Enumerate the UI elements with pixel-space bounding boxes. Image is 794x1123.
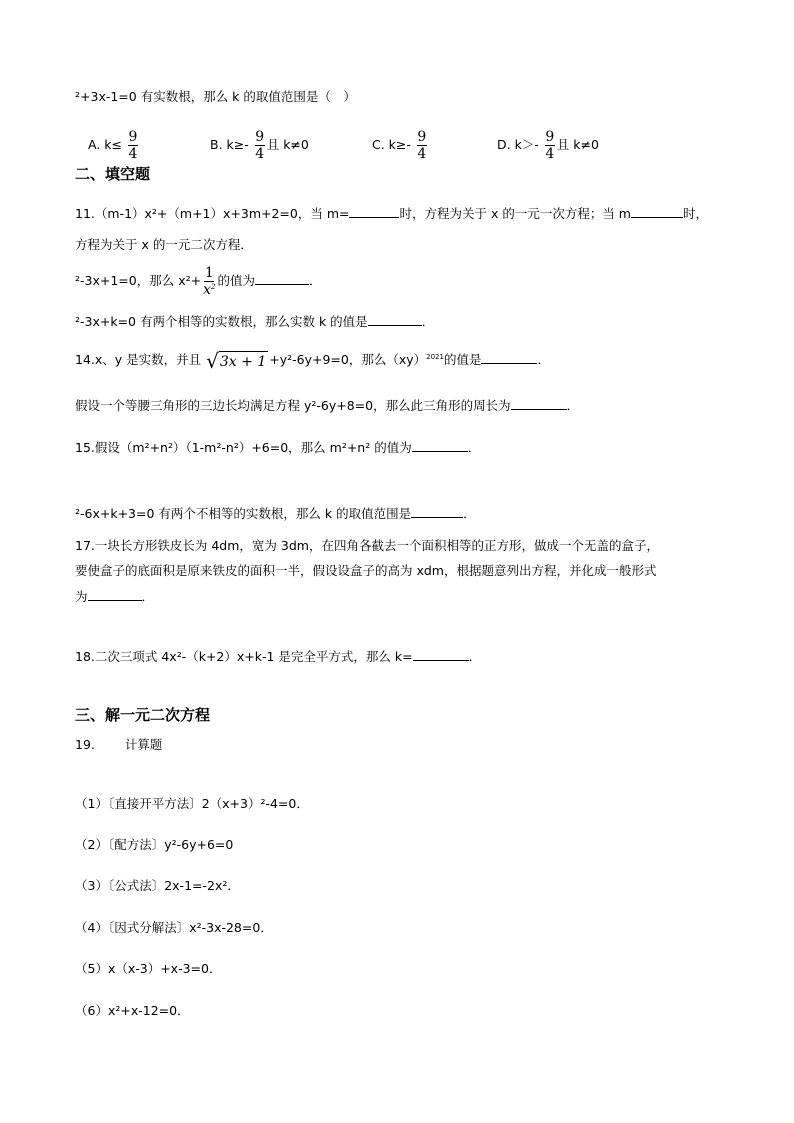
q17-line3: 为 ． (75, 589, 155, 604)
answer-blank[interactable] (413, 648, 469, 661)
q18: 18.二次三项式 4x²-（k+2）x+k-1 是完全平方式，那么 k= ． (75, 649, 482, 664)
answer-blank[interactable] (631, 205, 683, 218)
fraction: $\frac{1}{x^2}$ (203, 265, 216, 298)
fraction: $\frac{9}{4}$ (255, 129, 265, 162)
q19-item-6: （6）x²+x-12=0． (75, 1003, 190, 1018)
q19-item-3: （3）〔公式法〕2x-1=-2x²． (75, 878, 240, 893)
option-c[interactable]: C. k≥- $\frac{9}{4}$ (372, 129, 427, 162)
q14b: 假设一个等腰三角形的三边长均满足方程 y²-6y+8=0，那么此三角形的周长为 ． (75, 398, 580, 413)
fraction: $\frac{9}{4}$ (545, 129, 555, 162)
square-root: √ 3x + 1 (206, 348, 267, 373)
q19-item-4: （4）〔因式分解法〕x²-3x-28=0． (75, 920, 273, 935)
answer-blank[interactable] (511, 397, 567, 410)
fraction: $\frac{9}{4}$ (128, 129, 138, 162)
option-a[interactable]: A. k≤ $\frac{9}{4}$ (88, 129, 138, 162)
q19-header: 19. 计算题 (75, 737, 163, 752)
fraction: $\frac{9}{4}$ (417, 129, 427, 162)
q12: ²-3x+1=0，那么 x²+ $\frac{1}{x^2}$ 的值为 ． (75, 265, 322, 298)
answer-blank[interactable] (88, 588, 142, 601)
option-d[interactable]: D. k＞- $\frac{9}{4}$ 且 k≠0 (497, 129, 599, 162)
answer-blank[interactable] (481, 351, 537, 364)
q19-item-2: （2）〔配方法〕y²-6y+6=0 (75, 837, 234, 852)
section-title-solve: 三、解一元二次方程 (75, 706, 211, 724)
answer-blank[interactable] (255, 272, 309, 285)
answer-blank[interactable] (368, 313, 422, 326)
answer-blank[interactable] (411, 505, 463, 518)
q19-item-5: （5）x（x-3）+x-3=0． (75, 961, 222, 976)
section-title-fill-blank: 二、填空题 (75, 165, 151, 183)
q11-line1: 11.（m-1）x²+（m+1）x+3m+2=0，当 m= 时，方程为关于 x 的一元一次方程；当 m 时， (75, 206, 708, 221)
q11-line2: 方程为关于 x 的一元二次方程． (75, 237, 253, 252)
answer-blank[interactable] (349, 205, 399, 218)
q17-line1: 17.一块长方形铁皮长为 4dm，宽为 3dm，在四角各截去一个面积相等的正方形，做成一个无盖的盒子， (75, 538, 659, 553)
q13: ²-3x+k=0 有两个相等的实数根，那么实数 k 的值是 ． (75, 314, 435, 329)
answer-blank[interactable] (412, 439, 468, 452)
q19-item-1: （1）〔直接开平方法〕2（x+3）²-4=0． (75, 796, 309, 811)
q10-options (88, 122, 708, 162)
q15: 15.假设（m²+n²）（1-m²-n²）+6=0，那么 m²+n² 的值为 ． (75, 440, 481, 455)
q16: ²-6x+k+3=0 有两个不相等的实数根，那么 k 的取值范围是 ． (75, 506, 476, 521)
q14: 14.x、y 是实数，并且 √ 3x + 1 +y²-6y+9=0，那么（xy）$^{2021}$的值是 ． (75, 348, 550, 373)
option-b[interactable]: B. k≥- $\frac{9}{4}$ 且 k≠0 (210, 129, 309, 162)
q17-line2: 要使盒子的底面积是原来铁皮的面积一半，假设设盒子的高为 xdm，根据题意列出方程，并化成一般形式 (75, 563, 657, 578)
q10-stem: ²+3x-1=0 有实数根，那么 k 的取值范围是（ ） (75, 89, 356, 104)
